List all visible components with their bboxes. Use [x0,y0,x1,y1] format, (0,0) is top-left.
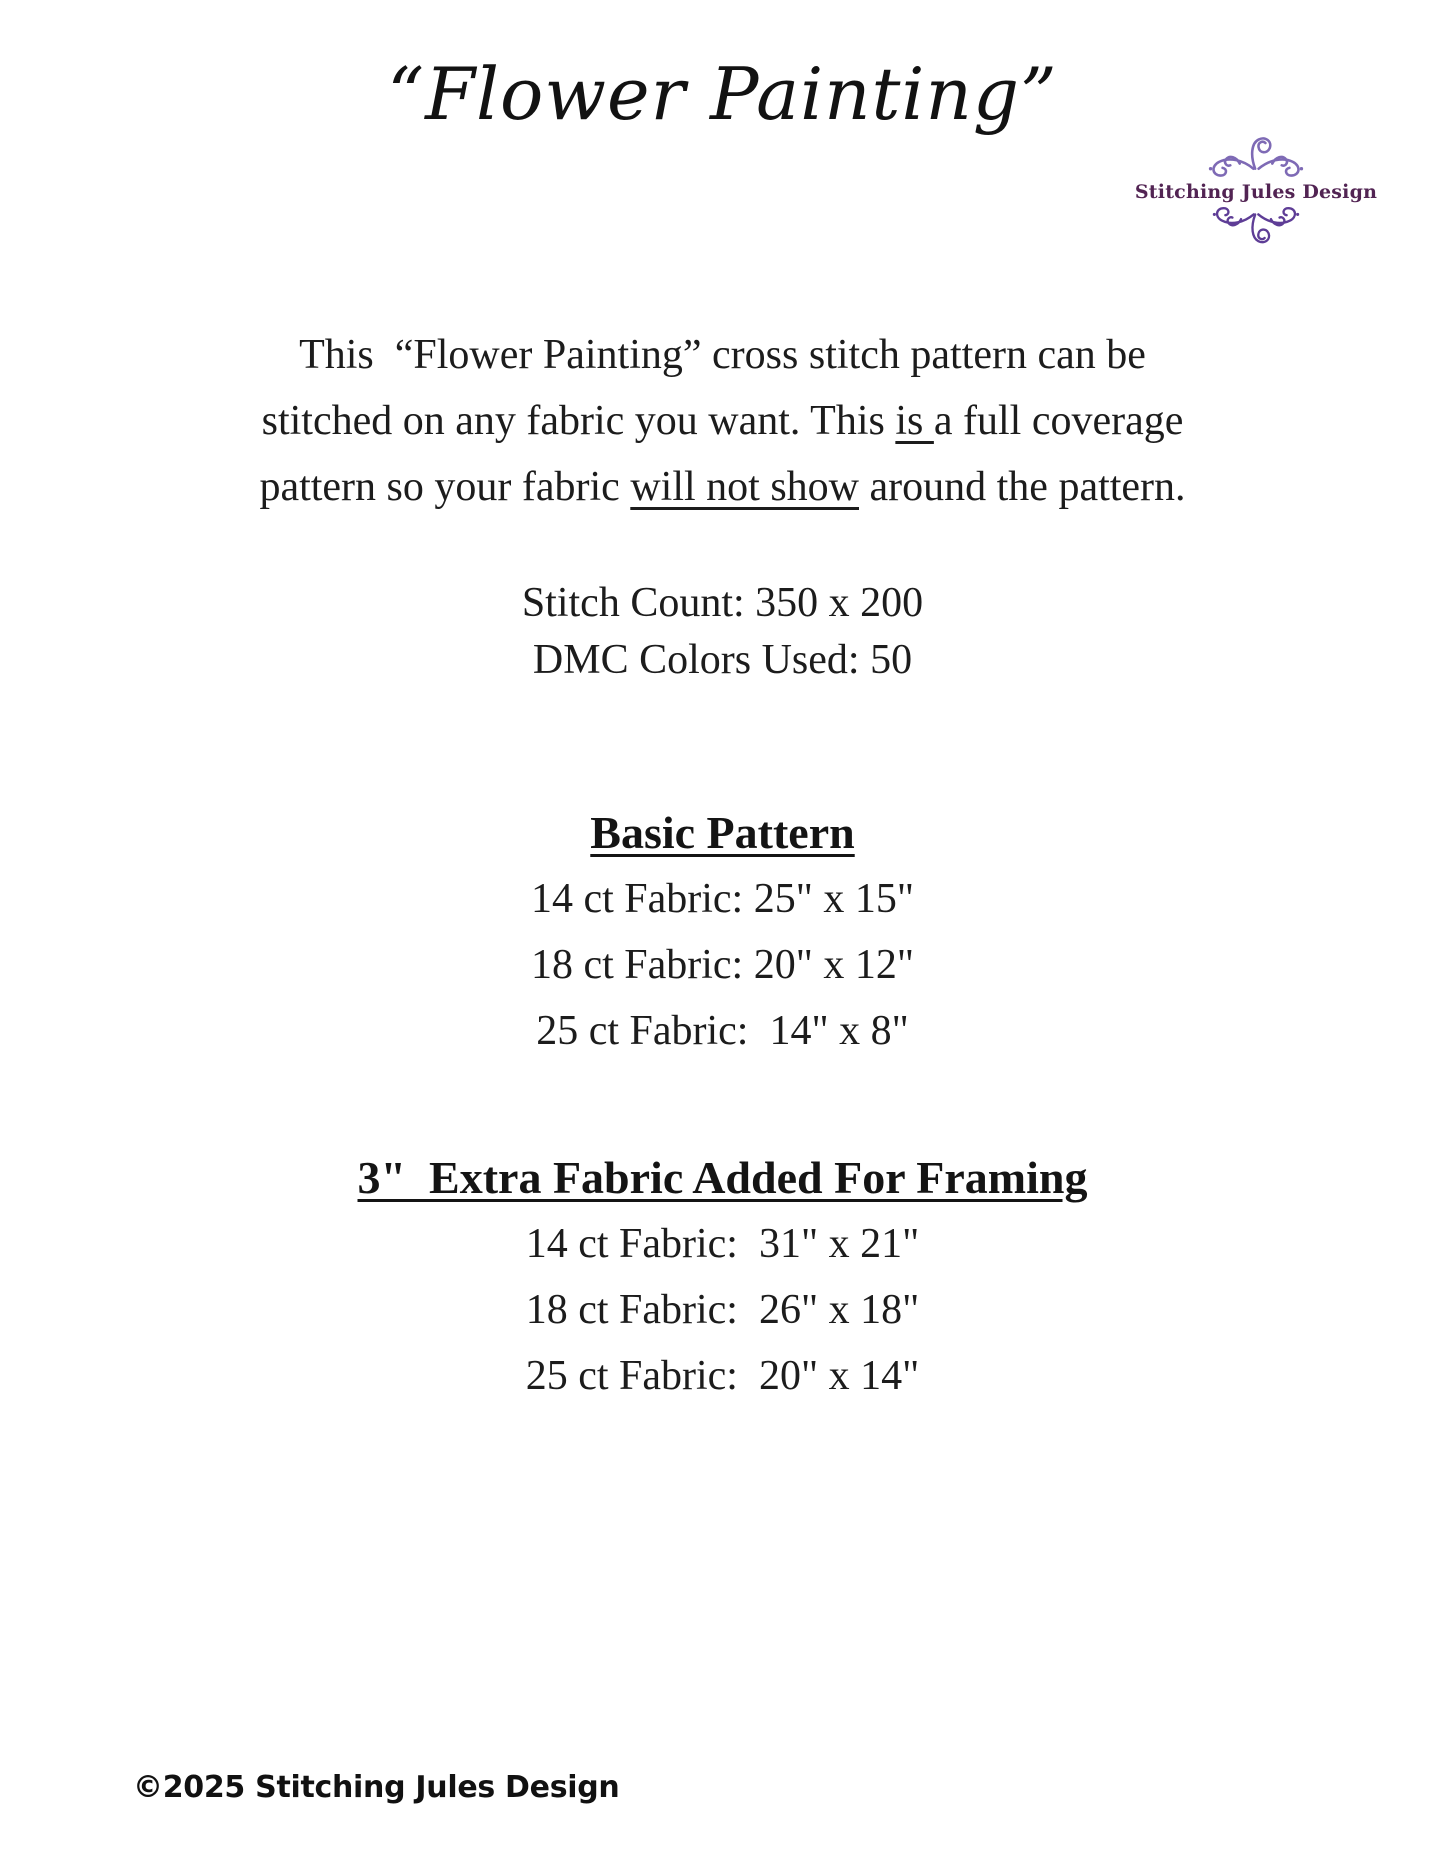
pattern-stats [0,575,1445,689]
framing-section [0,1145,1445,1409]
intro-line1: This “Flower Painting” cross stitch pattern can be [299,332,1146,378]
page-title: “Flower Painting” [387,52,1058,136]
stitch-count-line: Stitch Count: 350 x 200 [521,580,924,626]
fabric-size-value: 20" x 12" [753,942,915,988]
fabric-size-row [0,1343,1445,1409]
fabric-size-value: 20" x 14" [748,1353,920,1399]
brand-name: Stitching Jules Design [1134,181,1378,203]
fabric-count-label: 25 ct Fabric: [525,1353,738,1399]
flourish-top-icon [1200,131,1312,179]
fabric-size-row [0,866,1445,932]
fabric-size-row [0,932,1445,998]
flourish-bottom-icon [1204,205,1308,249]
brand-logo [1134,131,1378,249]
fabric-count-label: 18 ct Fabric: [530,942,744,988]
fabric-count-label: 14 ct Fabric: [530,876,744,922]
intro-line3-pre: pattern so your fabric [259,464,631,510]
fabric-size-value: 14" x 8" [758,1008,909,1054]
dmc-colors-line: DMC Colors Used: 50 [532,637,913,683]
intro-line2-post: a full coverage [933,398,1184,444]
fabric-size-value: 31" x 21" [748,1221,920,1267]
intro-paragraph [0,322,1445,520]
intro-line3-post: around the pattern. [859,464,1186,510]
basic-pattern-heading: Basic Pattern [590,807,855,858]
fabric-size-row [0,1211,1445,1277]
copyright-text: ©2025 Stitching Jules Design [133,1770,620,1805]
fabric-size-row [0,1277,1445,1343]
intro-line2-underlined: is [895,398,934,444]
basic-pattern-section [0,800,1445,1064]
framing-heading: 3" Extra Fabric Added For Framing [357,1152,1088,1203]
fabric-size-value: 26" x 18" [748,1287,920,1333]
fabric-count-label: 14 ct Fabric: [525,1221,738,1267]
fabric-count-label: 18 ct Fabric: [525,1287,738,1333]
fabric-size-value: 25" x 15" [753,876,915,922]
fabric-size-row [0,998,1445,1064]
fabric-count-label: 25 ct Fabric: [536,1008,749,1054]
intro-line3-underlined: will not show [630,464,859,510]
intro-line2-pre: stitched on any fabric you want. This [261,398,896,444]
